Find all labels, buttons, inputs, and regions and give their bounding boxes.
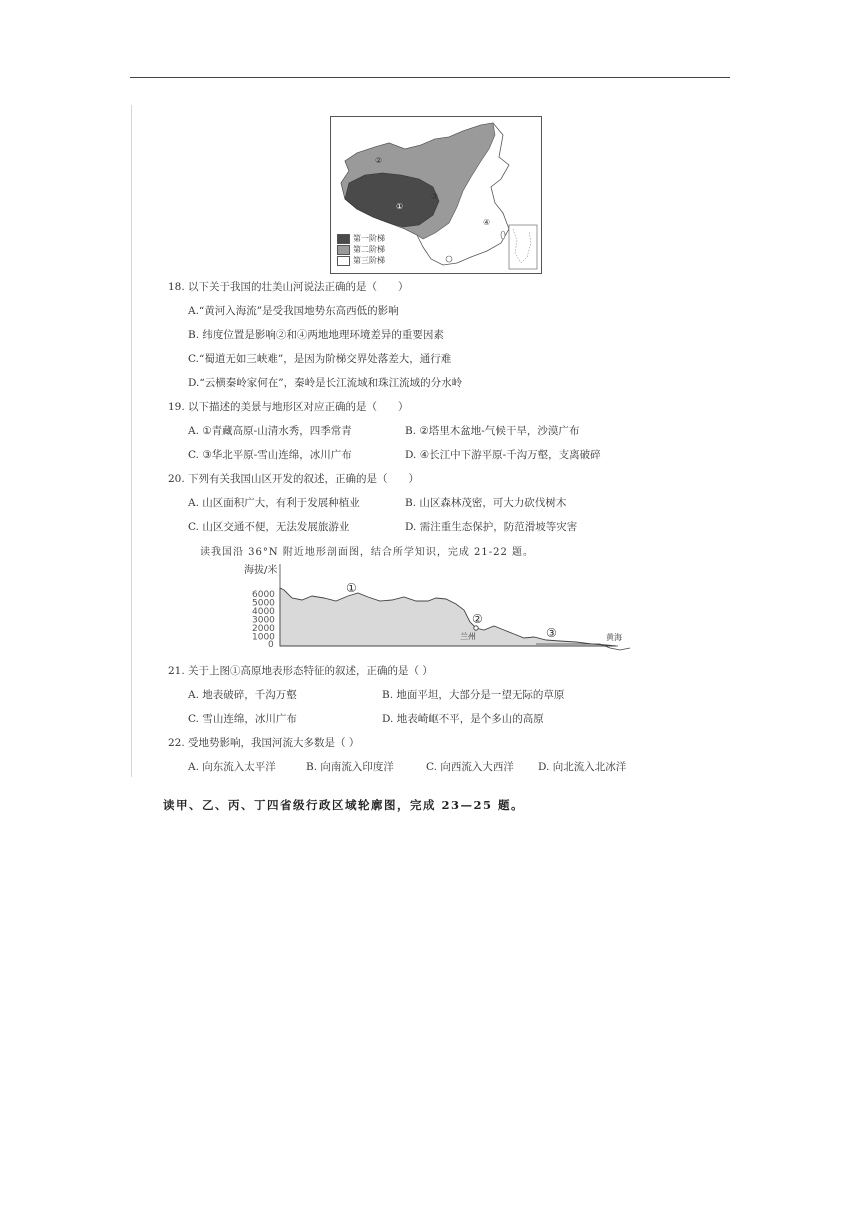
profile-city-label: 兰州 [460,632,476,641]
legend-item-step-3: 第三阶梯 [337,255,385,266]
question-21-option-c: C. 雪山连绵，冰川广布 [188,713,297,725]
question-21-option-a: A. 地表破碎，千沟万壑 [188,689,297,701]
question-19-option-a: A. ①青藏高原-山清水秀，四季常青 [188,425,352,437]
profile-mark-3: ③ [546,626,557,640]
profile-mark-1: ① [346,581,357,595]
question-21-option-d: D. 地表崎岖不平，是个多山的高原 [382,713,544,725]
question-22-stem: 22. 受地势影响，我国河流大多数是（ ） [168,737,360,749]
question-22-option-d: D. 向北流入北冰洋 [538,761,627,773]
scan-margin-line [131,105,132,777]
tick-1000: 1000 [252,632,275,643]
map-label-4: ④ [483,218,491,227]
map-label-2: ② [375,156,383,165]
question-18-option-b: B. 纬度位置是影响②和④两地地理环境差异的重要因素 [188,329,444,341]
map-label-1: ① [396,202,404,211]
profile-y-label: 海拔/米 [244,565,278,576]
profile-mark-2: ② [472,612,483,626]
question-18-option-a: A.“黄河入海流”是受我国地势东高西低的影响 [188,305,399,317]
question-20-option-b: B. 山区森林茂密，可大力砍伐树木 [405,497,567,509]
tick-3000: 3000 [252,615,275,626]
profile-sea-label: 黄海 [606,633,622,642]
tick-5000: 5000 [252,598,275,609]
question-18-stem: 18. 以下关于我国的壮美山河说法正确的是（ ） [168,281,409,293]
question-21-stem: 21. 关于上图①高原地表形态特征的叙述，正确的是（ ） [168,665,433,677]
legend-swatch [337,245,350,255]
question-20-stem: 20. 下列有关我国山区开发的叙述，正确的是（ ） [168,473,420,485]
question-18-option-c: C.“蜀道无如三峡难”，是因为阶梯交界处落差大，通行难 [188,353,452,365]
legend-item-step-2: 第二阶梯 [337,244,385,255]
legend-item-step-1: 第一阶梯 [337,233,385,244]
map-legend [337,233,385,266]
china-terrain-steps-map [330,116,542,274]
question-19-option-d: D. ④长江中下游平原-千沟万壑，支离破碎 [405,449,601,461]
question-19-stem: 19. 以下描述的美景与地形区对应正确的是（ ） [168,401,409,413]
question-20-option-c: C. 山区交通不便，无法发展旅游业 [188,521,350,533]
questions-23-25-intro: 读甲、乙、丙、丁四省级行政区域轮廓图，完成 23—25 题。 [163,798,525,812]
question-18-option-d: D.“云横秦岭家何在”，秦岭是长江流域和珠江流域的分水岭 [188,377,463,389]
tick-0: 0 [268,640,274,650]
question-19-option-c: C. ③华北平原-雪山连绵，冰川广布 [188,449,352,461]
tick-2000: 2000 [252,624,275,634]
question-22-option-a: A. 向东流入太平洋 [188,761,276,773]
question-20-option-a: A. 山区面积广大，有利于发展种植业 [188,497,360,509]
terrain-profile-diagram [240,560,640,656]
legend-swatch [337,256,350,266]
question-22-option-b: B. 向南流入印度洋 [306,761,394,773]
tick-6000: 6000 [252,590,275,600]
header-rule [130,77,730,78]
legend-swatch [337,234,350,244]
question-19-option-b: B. ②塔里木盆地-气候干旱，沙漠广布 [405,425,580,437]
map-label-3: ③ [431,192,439,201]
tick-4000: 4000 [252,607,275,617]
profile-drawing [240,560,640,656]
question-22-option-c: C. 向西流入大西洋 [426,761,514,773]
question-21-option-b: B. 地面平坦，大部分是一望无际的草原 [382,689,565,701]
profile-intro: 读我国沿 36°N 附近地形剖面图，结合所学知识，完成 21-22 题。 [200,547,535,558]
question-20-option-d: D. 需注重生态保护，防范滑坡等灾害 [405,521,578,533]
lanzhou-marker [474,626,478,630]
